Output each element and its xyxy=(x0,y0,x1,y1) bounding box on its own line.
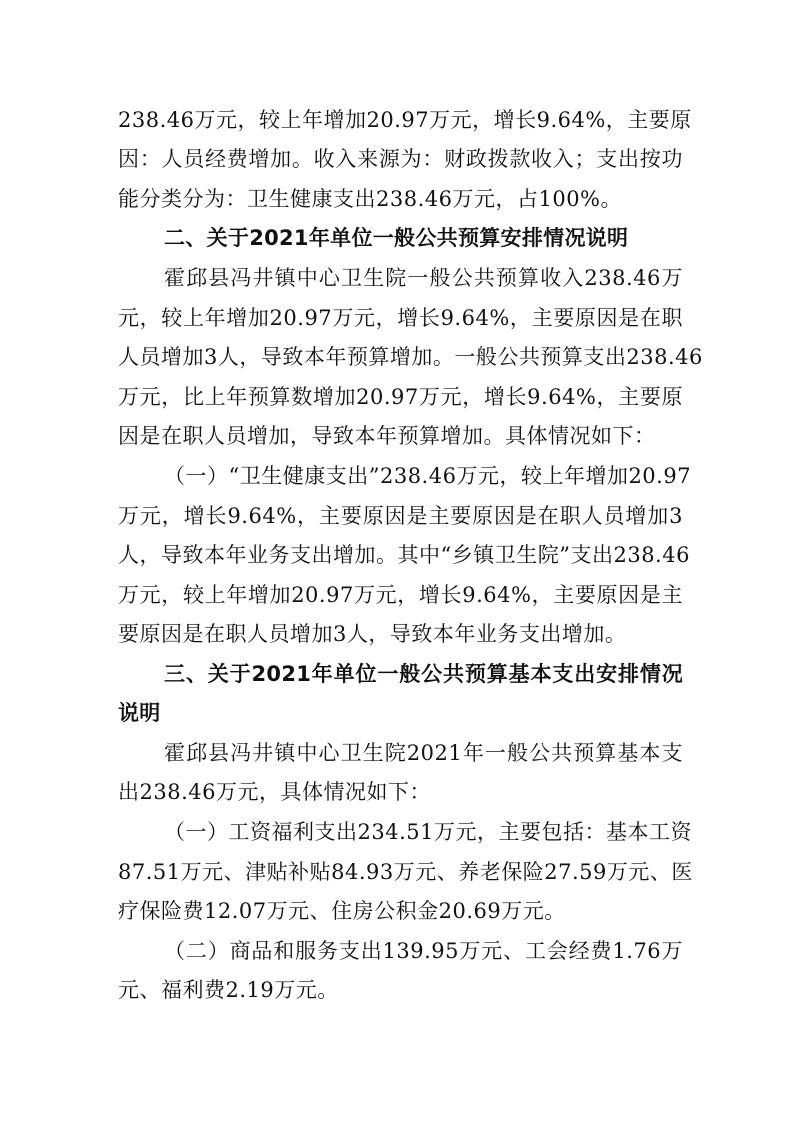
paragraph-line: 87.51万元、津贴补贴84.93万元、养老保险27.59万元、医 xyxy=(118,860,693,884)
paragraph-line: 疗保险费12.07万元、住房公积金20.69万元。 xyxy=(118,899,566,923)
paragraph-line: 万元，增长9.64%，主要原因是主要原因是在职人员增加3 xyxy=(118,504,683,528)
paragraph-line: 万元，较上年增加20.97万元，增长9.64%，主要原因是主 xyxy=(118,583,683,607)
paragraph-line: 人，导致本年业务支出增加。其中“乡镇卫生院”支出238.46 xyxy=(118,543,690,567)
paragraph-line: 霍邱县冯井镇中心卫生院一般公共预算收入238.46万 xyxy=(164,266,683,290)
paragraph-line: 要原因是在职人员增加3人，导致本年业务支出增加。 xyxy=(118,622,627,646)
paragraph-line: 因：人员经费增加。收入来源为：财政拨款收入；支出按功 xyxy=(118,147,683,171)
paragraph-line: 能分类分为：卫生健康支出238.46万元，占100%。 xyxy=(118,187,623,211)
section-heading-2: 二、关于2021年单位一般公共预算安排情况说明 xyxy=(164,226,629,250)
paragraph-line: 霍邱县冯井镇中心卫生院2021年一般公共预算基本支 xyxy=(164,741,683,765)
section-heading-3: 三、关于2021年单位一般公共预算基本支出安排情况 xyxy=(164,662,683,686)
section-heading-3-cont: 说明 xyxy=(118,701,161,725)
subsection-line: （二）商品和服务支出139.95万元、工会经费1.76万 xyxy=(164,939,683,963)
paragraph-line: 因是在职人员增加，导致本年预算增加。具体情况如下： xyxy=(118,424,656,448)
paragraph-line: 出238.46万元，具体情况如下： xyxy=(118,780,431,804)
subsection-line: （一）工资福利支出234.51万元，主要包括：基本工资 xyxy=(164,820,692,844)
paragraph-line: 人员增加3人，导致本年预算增加。一般公共预算支出238.46 xyxy=(118,345,703,369)
paragraph-line: 元，较上年增加20.97万元，增长9.64%，主要原因是在职 xyxy=(118,306,683,330)
paragraph-line: 万元，比上年预算数增加20.97万元，增长9.64%，主要原 xyxy=(118,385,683,409)
paragraph-line: 元、福利费2.19万元。 xyxy=(118,978,339,1002)
paragraph-line: 238.46万元，较上年增加20.97万元，增长9.64%，主要原 xyxy=(118,108,692,132)
subsection-line: （一）“卫生健康支出”238.46万元，较上年增加20.97 xyxy=(164,464,692,488)
